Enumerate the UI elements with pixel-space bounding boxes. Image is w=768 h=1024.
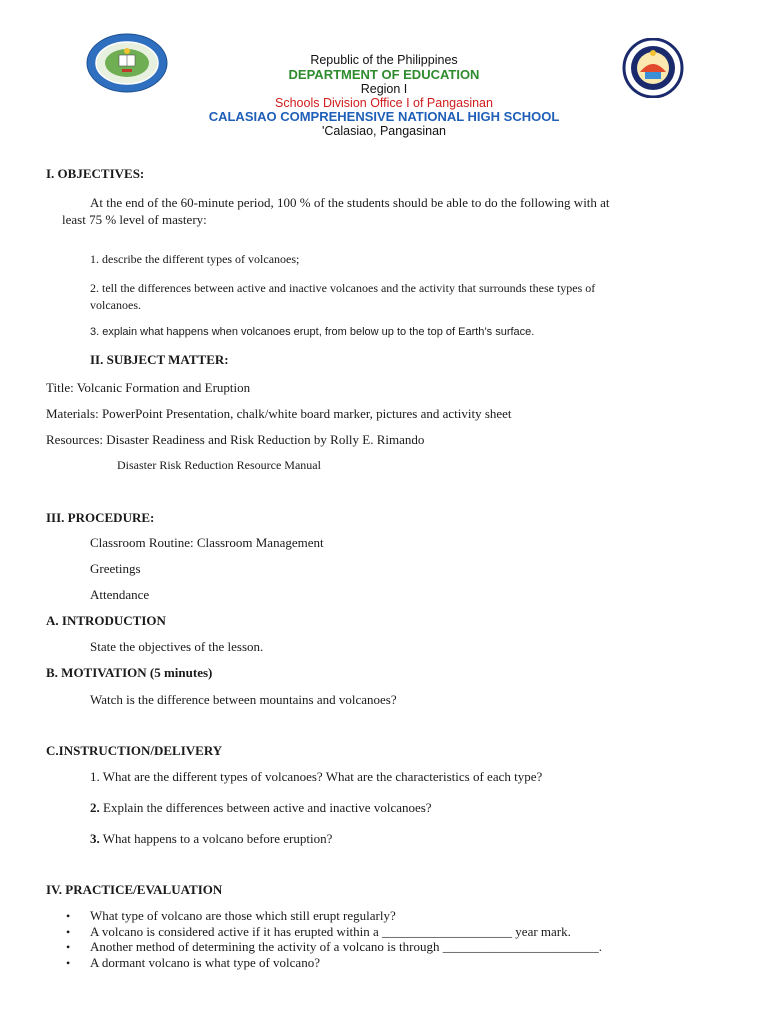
bullet-1: • bbox=[66, 909, 71, 923]
introduction-text: State the objectives of the lesson. bbox=[90, 639, 264, 654]
subject-matter-heading: II. SUBJECT MATTER: bbox=[90, 352, 229, 367]
department-line: DEPARTMENT OF EDUCATION bbox=[288, 67, 480, 82]
motivation-text: Watch is the difference between mountains and volcanoes? bbox=[90, 692, 397, 707]
bullet-3: • bbox=[66, 940, 71, 954]
practice-item-4: A dormant volcano is what type of volcano? bbox=[90, 955, 320, 970]
subject-resources-2: Disaster Risk Reduction Resource Manual bbox=[117, 458, 321, 472]
bullet-4: • bbox=[66, 956, 71, 970]
objective-item-2-line2: volcanoes. bbox=[90, 298, 141, 312]
objectives-intro-line1: At the end of the 60-minute period, 100 % of the students should be able to do the following with at bbox=[90, 195, 610, 210]
republic-line: Republic of the Philippines bbox=[310, 53, 458, 67]
procedure-greetings: Greetings bbox=[90, 561, 141, 576]
instruction-question-3 bbox=[90, 831, 332, 847]
practice-item-3: Another method of determining the activity of a volcano is through ________________________. bbox=[90, 939, 602, 954]
location-line: 'Calasiao, Pangasinan bbox=[322, 124, 446, 138]
division-line: Schools Division Office I of Pangasinan bbox=[275, 96, 493, 110]
practice-heading: IV. PRACTICE/EVALUATION bbox=[46, 882, 223, 897]
procedure-routine: Classroom Routine: Classroom Management bbox=[90, 535, 324, 550]
instruction-question-3-text: What happens to a volcano before eruption? bbox=[99, 831, 333, 846]
objectives-intro-line2: least 75 % level of mastery: bbox=[62, 212, 207, 227]
instruction-question-2-text: Explain the differences between active and inactive volcanoes? bbox=[99, 800, 432, 815]
region-line: Region I bbox=[360, 82, 408, 96]
objective-item-1: 1. describe the different types of volcanoes; bbox=[90, 252, 300, 266]
objectives-heading: I. OBJECTIVES: bbox=[46, 166, 145, 181]
procedure-attendance: Attendance bbox=[90, 587, 150, 602]
bullet-2: • bbox=[66, 925, 71, 939]
school-name-line: CALASIAO COMPREHENSIVE NATIONAL HIGH SCHOOL bbox=[208, 109, 560, 124]
instruction-question-2 bbox=[90, 800, 432, 816]
procedure-heading: III. PROCEDURE: bbox=[46, 510, 155, 525]
motivation-heading: B. MOTIVATION (5 minutes) bbox=[46, 665, 213, 680]
instruction-question-1: 1. What are the different types of volcanoes? What are the characteristics of each type? bbox=[90, 769, 543, 784]
practice-item-2: A volcano is considered active if it has erupted within a ____________________ year mark. bbox=[90, 924, 571, 939]
instruction-heading: C.INSTRUCTION/DELIVERY bbox=[46, 743, 223, 758]
subject-title: Title: Volcanic Formation and Eruption bbox=[46, 380, 251, 395]
practice-item-1: What type of volcano are those which still erupt regularly? bbox=[90, 908, 396, 923]
subject-materials: Materials: PowerPoint Presentation, chalk/white board marker, pictures and activity sheet bbox=[46, 406, 512, 421]
introduction-heading: A. INTRODUCTION bbox=[46, 613, 166, 628]
objective-item-2-line1: 2. tell the differences between active and inactive volcanoes and the activity that surrounds these types of bbox=[90, 281, 596, 295]
instruction-question-3-number: 3. bbox=[90, 831, 100, 846]
instruction-question-2-number: 2. bbox=[90, 800, 100, 815]
subject-resources: Resources: Disaster Readiness and Risk Reduction by Rolly E. Rimando bbox=[46, 432, 425, 447]
objective-item-3: 3. explain what happens when volcanoes erupt, from below up to the top of Earth’s surface. bbox=[90, 326, 535, 338]
